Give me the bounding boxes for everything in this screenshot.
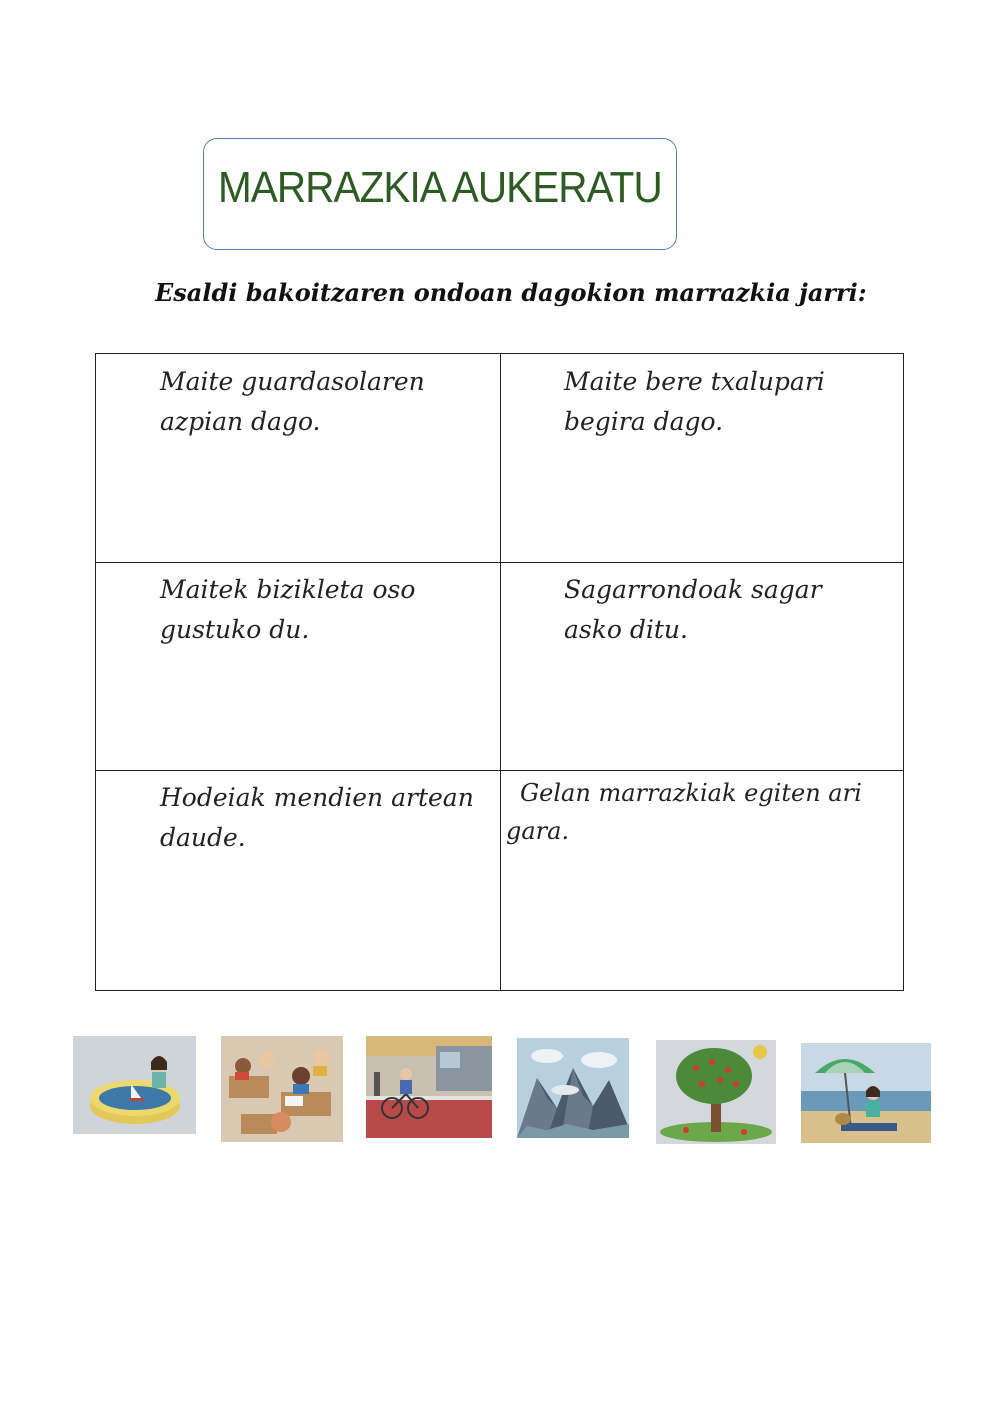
sentence-cell-6[interactable] (506, 774, 862, 850)
page-title: MARRAZKIA AUKERATU (218, 163, 662, 212)
sentence-line: Gelan marrazkiak egiten ari (520, 779, 862, 807)
sentence-line: Maite bere txalupari (564, 367, 825, 396)
sentence-line: begira dago. (564, 407, 724, 436)
sentence-cell-5[interactable] (160, 778, 474, 858)
classroom-drawing-picture[interactable] (221, 1036, 343, 1142)
pool-boat-picture[interactable] (73, 1036, 196, 1134)
sentence-line: asko ditu. (564, 615, 688, 644)
sentence-line: gustuko du. (160, 615, 310, 644)
grid-divider-row2 (96, 770, 903, 771)
beach-umbrella-picture[interactable] (801, 1043, 931, 1143)
grid-divider-row1 (96, 562, 903, 563)
sentence-cell-2[interactable] (564, 362, 825, 442)
clouds-mountains-picture[interactable] (517, 1038, 629, 1138)
grid-divider-vertical (500, 354, 501, 990)
sentence-line: Maite guardasolaren (160, 367, 425, 396)
apple-tree-picture[interactable] (656, 1040, 776, 1144)
sentence-cell-1[interactable] (160, 362, 425, 442)
sentence-line: Sagarrondoak sagar (564, 575, 822, 604)
sentence-line: daude. (160, 823, 246, 852)
instruction-text: Esaldi bakoitzaren ondoan dagokion marrazkia jarri: (155, 278, 867, 307)
sentence-line: gara. (506, 817, 570, 845)
title-box (203, 138, 677, 250)
sentence-cell-3[interactable] (160, 570, 415, 650)
sentence-cell-4[interactable] (564, 570, 822, 650)
sentence-line: Hodeiak mendien artean (160, 783, 474, 812)
sentence-grid (95, 353, 904, 991)
bicycle-street-picture[interactable] (366, 1036, 492, 1138)
sentence-line: azpian dago. (160, 407, 321, 436)
sentence-line: Maitek bizikleta oso (160, 575, 416, 604)
